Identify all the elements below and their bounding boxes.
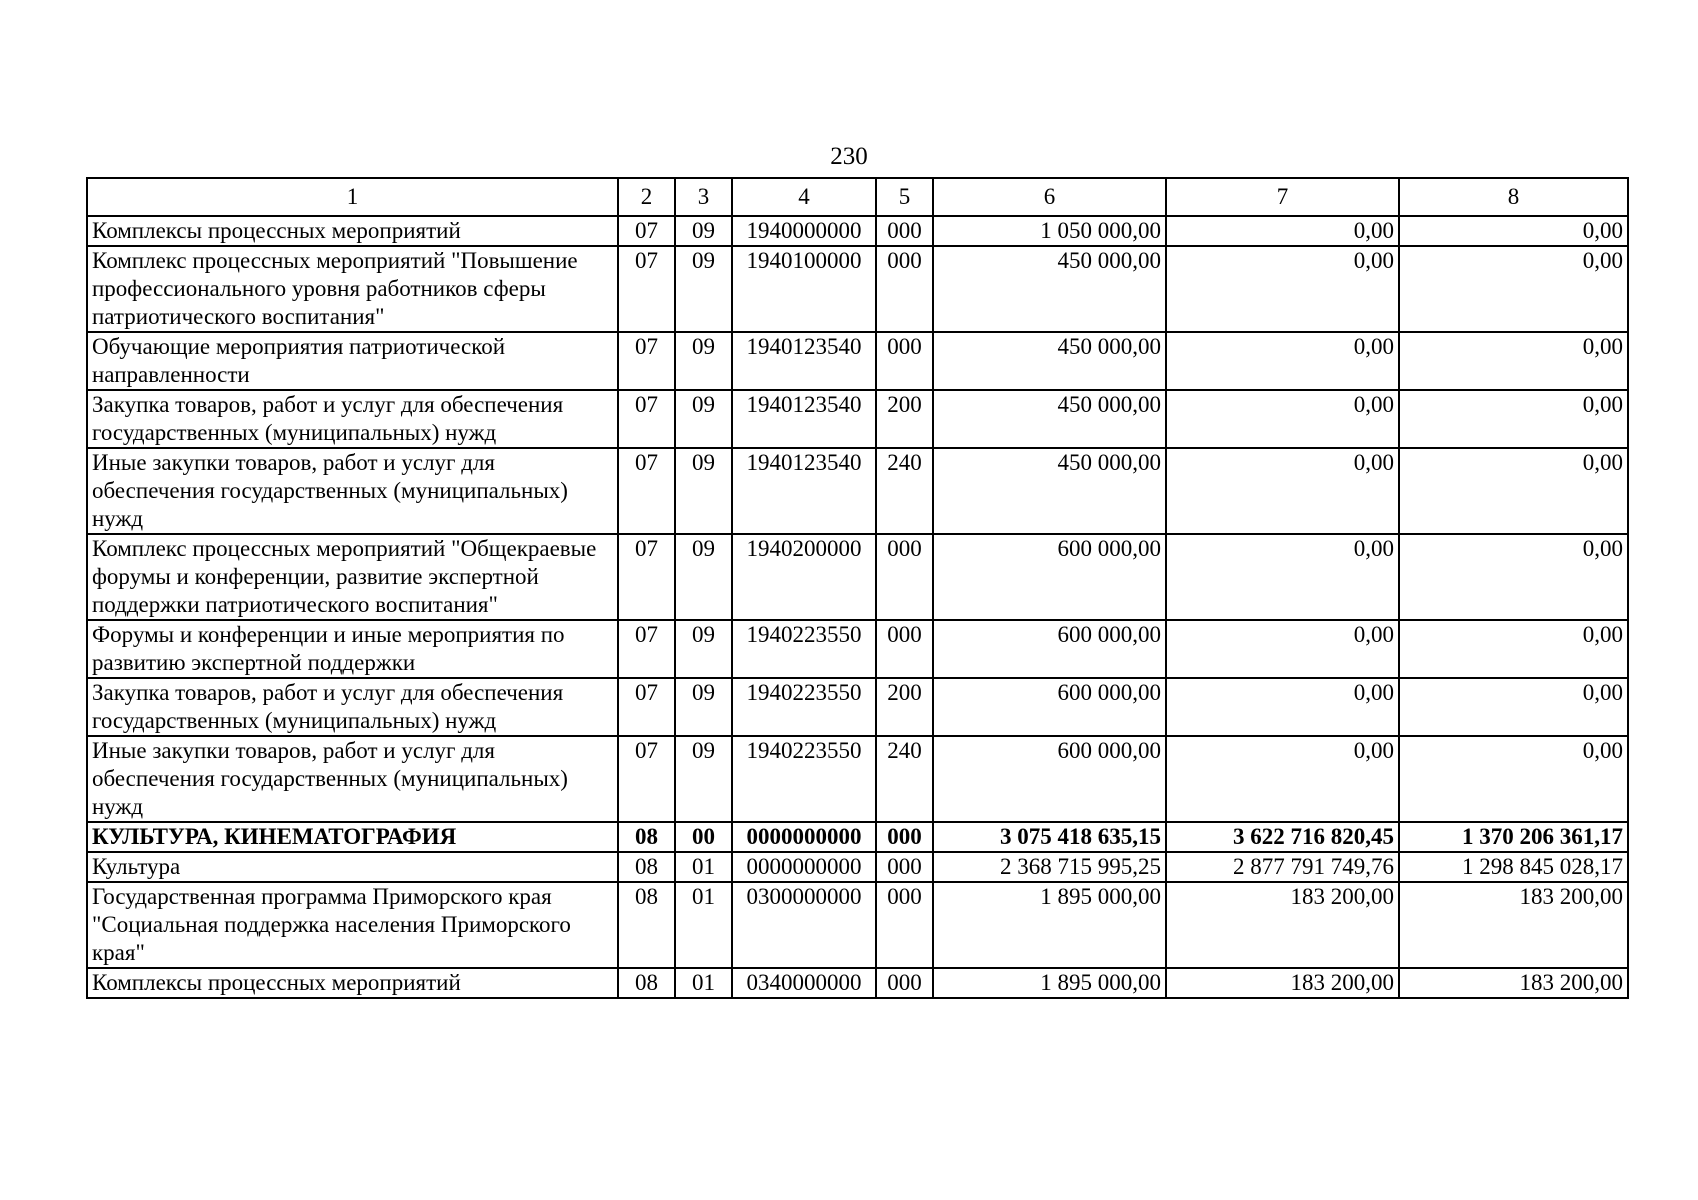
budget-table [86,177,1629,999]
row-amount-col6-cell: 450 000,00 [933,390,1166,448]
row-target-code-cell: 1940123540 [732,448,876,534]
table-row [87,534,1628,620]
row-expense-type-cell: 000 [876,534,933,620]
row-expense-type-cell: 240 [876,736,933,822]
table-row [87,332,1628,390]
row-section-cell: 08 [618,852,675,882]
row-target-code-cell: 1940123540 [732,332,876,390]
row-expense-type-cell: 240 [876,448,933,534]
row-subsection-cell: 09 [675,678,732,736]
row-amount-col8-cell: 0,00 [1399,448,1628,534]
row-subsection-cell: 01 [675,882,732,968]
row-amount-col7-cell: 0,00 [1166,216,1399,246]
column-header-7: 7 [1166,178,1399,216]
row-amount-col8-cell: 0,00 [1399,678,1628,736]
row-expense-type-cell: 000 [876,852,933,882]
row-section-cell: 07 [618,736,675,822]
table-row [87,852,1628,882]
row-amount-col8-cell: 0,00 [1399,216,1628,246]
row-subsection-cell: 01 [675,968,732,998]
row-amount-col6-cell: 600 000,00 [933,678,1166,736]
row-expense-type-cell: 200 [876,678,933,736]
row-target-code-cell: 1940100000 [732,246,876,332]
row-expense-type-cell: 000 [876,882,933,968]
row-amount-col6-cell: 3 075 418 635,15 [933,822,1166,852]
row-name-cell: Государственная программа Приморского края "Социальная поддержка населения Приморского края" [87,882,618,968]
row-subsection-cell: 09 [675,736,732,822]
column-header-1: 1 [87,178,618,216]
row-section-cell: 08 [618,822,675,852]
row-section-cell: 07 [618,620,675,678]
row-subsection-cell: 09 [675,332,732,390]
table-header-row [87,178,1628,216]
row-amount-col8-cell: 1 298 845 028,17 [1399,852,1628,882]
row-name-cell: Комплексы процессных мероприятий [87,968,618,998]
column-header-5: 5 [876,178,933,216]
row-section-cell: 07 [618,332,675,390]
row-amount-col8-cell: 0,00 [1399,534,1628,620]
row-amount-col6-cell: 450 000,00 [933,246,1166,332]
table-row [87,968,1628,998]
row-target-code-cell: 1940223550 [732,620,876,678]
row-subsection-cell: 09 [675,448,732,534]
row-name-cell: Комплексы процессных мероприятий [87,216,618,246]
row-expense-type-cell: 000 [876,822,933,852]
row-expense-type-cell: 000 [876,216,933,246]
row-target-code-cell: 0300000000 [732,882,876,968]
row-amount-col6-cell: 600 000,00 [933,620,1166,678]
table-row [87,620,1628,678]
row-section-cell: 08 [618,968,675,998]
column-header-4: 4 [732,178,876,216]
row-amount-col7-cell: 0,00 [1166,246,1399,332]
row-amount-col6-cell: 450 000,00 [933,332,1166,390]
row-section-cell: 07 [618,534,675,620]
row-target-code-cell: 1940123540 [732,390,876,448]
row-subsection-cell: 09 [675,534,732,620]
row-name-cell: Закупка товаров, работ и услуг для обеспечения государственных (муниципальных) нужд [87,390,618,448]
row-section-cell: 07 [618,246,675,332]
row-target-code-cell: 1940223550 [732,736,876,822]
row-amount-col8-cell: 0,00 [1399,620,1628,678]
row-amount-col8-cell: 0,00 [1399,390,1628,448]
table-row [87,448,1628,534]
row-amount-col7-cell: 3 622 716 820,45 [1166,822,1399,852]
column-header-2: 2 [618,178,675,216]
row-name-cell: Культура [87,852,618,882]
row-section-cell: 08 [618,882,675,968]
row-amount-col6-cell: 450 000,00 [933,448,1166,534]
row-amount-col6-cell: 1 050 000,00 [933,216,1166,246]
row-amount-col7-cell: 0,00 [1166,534,1399,620]
row-amount-col8-cell: 0,00 [1399,736,1628,822]
row-expense-type-cell: 000 [876,620,933,678]
row-amount-col6-cell: 1 895 000,00 [933,968,1166,998]
table-row [87,246,1628,332]
table-row [87,216,1628,246]
row-amount-col8-cell: 1 370 206 361,17 [1399,822,1628,852]
row-name-cell: Закупка товаров, работ и услуг для обеспечения государственных (муниципальных) нужд [87,678,618,736]
row-subsection-cell: 01 [675,852,732,882]
row-target-code-cell: 0000000000 [732,852,876,882]
row-target-code-cell: 1940223550 [732,678,876,736]
row-subsection-cell: 00 [675,822,732,852]
row-section-cell: 07 [618,678,675,736]
row-subsection-cell: 09 [675,620,732,678]
row-name-cell: Форумы и конференции и иные мероприятия по развитию экспертной поддержки [87,620,618,678]
column-header-6: 6 [933,178,1166,216]
row-amount-col8-cell: 0,00 [1399,246,1628,332]
row-subsection-cell: 09 [675,246,732,332]
row-subsection-cell: 09 [675,216,732,246]
row-expense-type-cell: 000 [876,332,933,390]
table-row [87,882,1628,968]
row-amount-col7-cell: 0,00 [1166,448,1399,534]
row-target-code-cell: 1940200000 [732,534,876,620]
table-row [87,390,1628,448]
row-amount-col8-cell: 183 200,00 [1399,968,1628,998]
row-section-cell: 07 [618,216,675,246]
row-amount-col7-cell: 0,00 [1166,736,1399,822]
row-amount-col7-cell: 0,00 [1166,678,1399,736]
row-amount-col7-cell: 183 200,00 [1166,882,1399,968]
row-amount-col8-cell: 0,00 [1399,332,1628,390]
row-amount-col7-cell: 0,00 [1166,332,1399,390]
row-target-code-cell: 0340000000 [732,968,876,998]
row-name-cell: Иные закупки товаров, работ и услуг для обеспечения государственных (муниципальных) нужд [87,448,618,534]
row-expense-type-cell: 000 [876,246,933,332]
row-amount-col6-cell: 600 000,00 [933,534,1166,620]
row-name-cell: Иные закупки товаров, работ и услуг для обеспечения государственных (муниципальных) нужд [87,736,618,822]
table-row [87,736,1628,822]
row-amount-col7-cell: 183 200,00 [1166,968,1399,998]
page-number: 230 [830,143,868,170]
row-section-cell: 07 [618,448,675,534]
row-subsection-cell: 09 [675,390,732,448]
table-row [87,822,1628,852]
row-name-cell: Обучающие мероприятия патриотической направленности [87,332,618,390]
row-target-code-cell: 0000000000 [732,822,876,852]
row-amount-col6-cell: 2 368 715 995,25 [933,852,1166,882]
row-name-cell: Комплекс процессных мероприятий "Общекраевые форумы и конференции, развитие экспертной поддержки патриотического воспитания" [87,534,618,620]
row-amount-col6-cell: 600 000,00 [933,736,1166,822]
row-name-cell: Комплекс процессных мероприятий "Повышение профессионального уровня работников сферы патриотического воспитания" [87,246,618,332]
column-header-3: 3 [675,178,732,216]
row-section-cell: 07 [618,390,675,448]
row-expense-type-cell: 200 [876,390,933,448]
row-amount-col7-cell: 2 877 791 749,76 [1166,852,1399,882]
row-amount-col7-cell: 0,00 [1166,390,1399,448]
row-expense-type-cell: 000 [876,968,933,998]
table-row [87,678,1628,736]
row-target-code-cell: 1940000000 [732,216,876,246]
row-amount-col7-cell: 0,00 [1166,620,1399,678]
row-name-cell: КУЛЬТУРА, КИНЕМАТОГРАФИЯ [87,822,618,852]
row-amount-col8-cell: 183 200,00 [1399,882,1628,968]
column-header-8: 8 [1399,178,1628,216]
row-amount-col6-cell: 1 895 000,00 [933,882,1166,968]
